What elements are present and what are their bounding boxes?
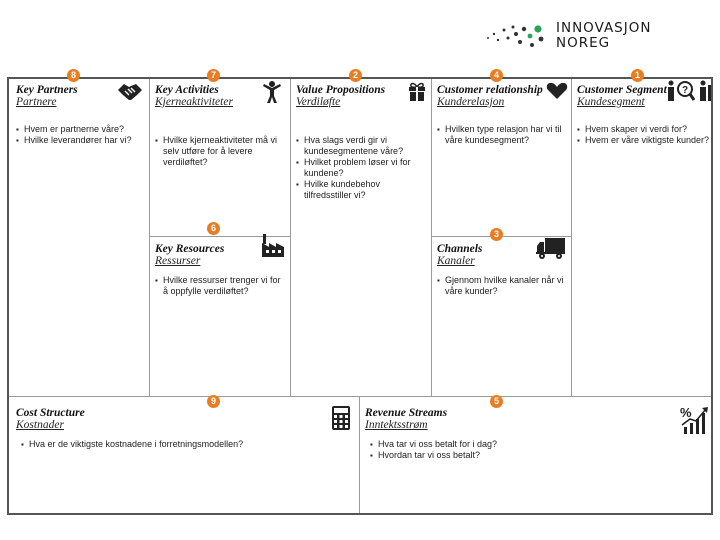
step-badge-6: 6 — [207, 222, 220, 235]
cost-structure-questions — [16, 439, 356, 450]
customer-segment-subtitle: Kundesegment — [577, 96, 645, 108]
question: ▪ Hva er de viktigste kostnadene i forretningsmodellen? — [21, 439, 356, 450]
factory-icon — [261, 232, 285, 258]
handshake-icon — [117, 81, 143, 103]
revenue-streams-subtitle: Inntektsstrøm — [365, 419, 428, 431]
question: ▪ Hvordan tar vi oss betalt? — [370, 450, 665, 461]
divider — [571, 79, 572, 396]
calculator-icon — [331, 405, 351, 431]
channels-subtitle: Kanaler — [437, 255, 475, 267]
customer-relationship-questions — [437, 124, 567, 146]
heart-icon — [546, 82, 568, 100]
customer-relationship-title: Customer relationship — [437, 84, 543, 96]
question: ▪ Hvilke leverandører har vi? — [16, 135, 144, 146]
channels-questions — [437, 275, 567, 297]
divider — [9, 396, 711, 397]
customer-segment-icon — [666, 80, 712, 102]
value-propositions-questions — [296, 135, 424, 201]
key-resources-title: Key Resources — [155, 243, 225, 255]
question: ▪ Hvilke ressurser trenger vi for å oppfylle verdiløftet? — [155, 275, 285, 297]
key-resources-questions — [155, 275, 285, 297]
svg-text:?: ? — [682, 85, 689, 96]
question: ▪ Hvem er våre viktigste kunder? — [577, 135, 712, 146]
logo-dots-icon — [486, 20, 550, 50]
innovasjon-norge-logo — [486, 18, 686, 54]
person-activity-icon — [261, 80, 283, 104]
revenue-streams-questions — [365, 439, 665, 461]
key-activities-title: Key Activities — [155, 84, 219, 96]
value-propositions-title: Value Propositions — [296, 84, 386, 96]
step-badge-8: 8 — [67, 69, 80, 82]
divider — [359, 396, 360, 513]
cost-structure-title: Cost Structure — [16, 407, 85, 419]
truck-icon — [536, 236, 566, 260]
key-activities-questions — [155, 135, 285, 168]
channels-title: Channels — [437, 243, 483, 255]
question: ▪ Hvem er partnerne våre? — [16, 124, 144, 135]
svg-text:%: % — [680, 405, 692, 420]
value-propositions-block — [296, 84, 424, 201]
logo-line2: NOREG — [556, 35, 611, 51]
customer-segment-title: Customer Segment — [577, 84, 667, 96]
cost-structure-subtitle: Kostnader — [16, 419, 64, 431]
step-badge-9: 9 — [207, 395, 220, 408]
key-partners-title: Key Partners — [16, 84, 78, 96]
divider — [431, 79, 432, 396]
question: ▪ Gjennom hvilke kanaler når vi våre kunder? — [437, 275, 567, 297]
percent-growth-icon — [680, 405, 710, 435]
logo-text — [556, 21, 651, 51]
step-badge-1: 1 — [631, 69, 644, 82]
step-badge-4: 4 — [490, 69, 503, 82]
key-activities-subtitle: Kjerneaktiviteter — [155, 96, 233, 108]
step-badge-7: 7 — [207, 69, 220, 82]
question: ▪ Hva slags verdi gir vi kundesegmentene våre? — [296, 135, 424, 157]
revenue-streams-title: Revenue Streams — [365, 407, 448, 419]
key-partners-questions — [16, 124, 144, 146]
question: ▪ Hvilket problem løser vi for kundene? — [296, 157, 424, 179]
key-resources-subtitle: Ressurser — [155, 255, 201, 267]
question: ▪ Hvilke kjerneaktiviteter må vi selv utføre for å levere verdiløftet? — [155, 135, 285, 168]
question: ▪ Hva tar vi oss betalt for i dag? — [370, 439, 665, 450]
customer-relationship-subtitle: Kunderelasjon — [437, 96, 505, 108]
divider — [149, 79, 150, 396]
gift-icon — [408, 82, 426, 102]
key-partners-subtitle: Partnere — [16, 96, 57, 108]
step-badge-2: 2 — [349, 69, 362, 82]
question: ▪ Hvilken type relasjon har vi til våre kundesegment? — [437, 124, 567, 146]
step-badge-5: 5 — [490, 395, 503, 408]
revenue-streams-block — [365, 407, 665, 461]
customer-segment-questions — [577, 124, 712, 146]
step-badge-3: 3 — [490, 228, 503, 241]
question: ▪ Hvem skaper vi verdi for? — [577, 124, 712, 135]
question: ▪ Hvilke kundebehov tilfredsstiller vi? — [296, 179, 424, 201]
divider — [290, 79, 291, 396]
value-propositions-subtitle: Verdiløfte — [296, 96, 341, 108]
logo-line1: INNOVASJON — [556, 20, 652, 36]
cost-structure-block — [16, 407, 356, 450]
